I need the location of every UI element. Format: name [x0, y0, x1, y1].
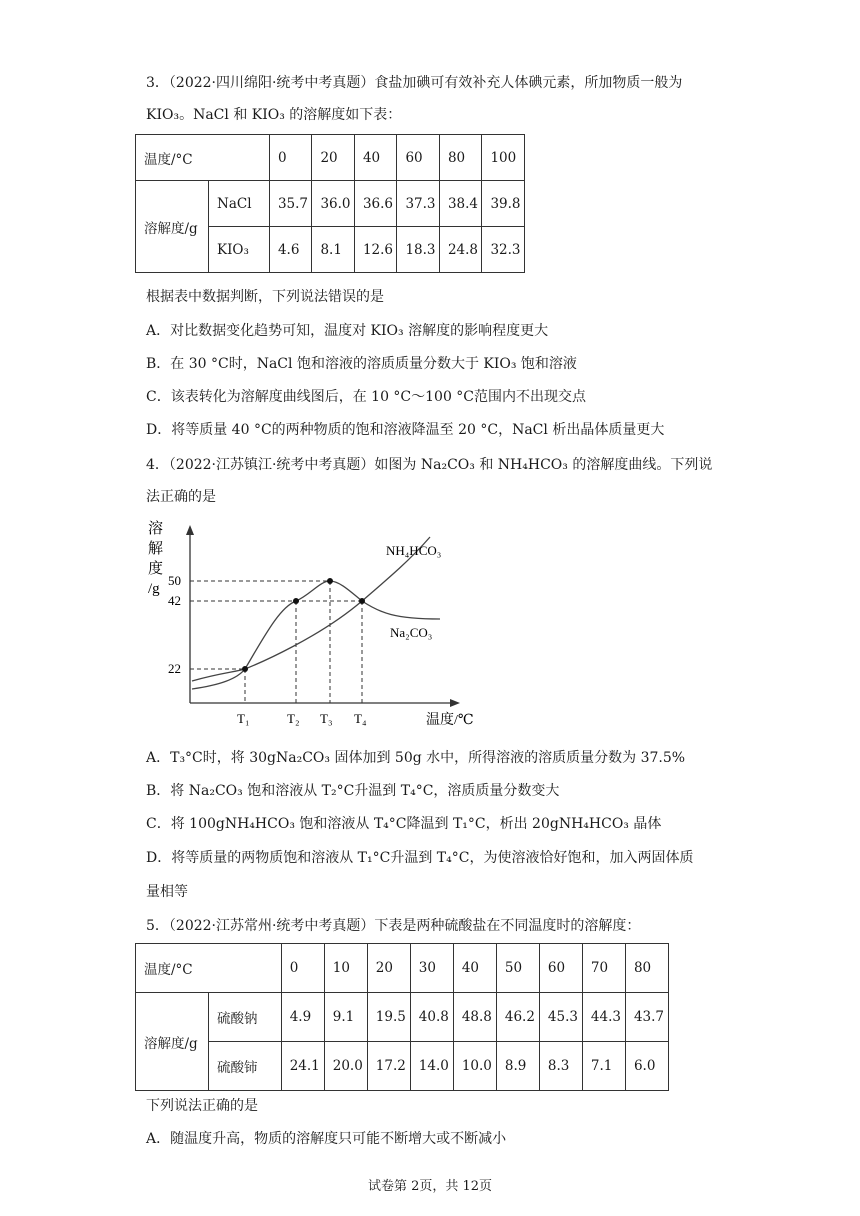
- table-cell: 20: [312, 135, 355, 181]
- point-t2: [293, 598, 299, 604]
- table-cell: 0: [269, 135, 312, 181]
- q5-line1: 5．（2022·江苏常州·统考中考真题）下表是两种硫酸盐在不同温度时的溶解度：: [146, 918, 641, 934]
- table-cell: 9.1: [324, 993, 367, 1042]
- q3-line1: 3．（2022·四川绵阳·统考中考真题）食盐加碘可有效补充人体碘元素，所加物质一般为: [146, 75, 683, 91]
- q5-option-a: A．随温度升高，物质的溶解度只可能不断增大或不断减小: [146, 1131, 507, 1147]
- table-cell: 70: [582, 944, 625, 993]
- table-cell: 10.0: [453, 1042, 496, 1091]
- table-row-name: 硫酸钠: [209, 993, 282, 1042]
- table-cell: 60: [397, 135, 440, 181]
- y-axis-arrow: [186, 525, 194, 535]
- page-footer: 试卷第 2页，共 12页: [367, 1179, 493, 1194]
- table-header-label: 温度/°C: [136, 135, 270, 181]
- table-cell: 12.6: [354, 227, 397, 273]
- table-cell: 14.0: [410, 1042, 453, 1091]
- table-cell: 100: [482, 135, 525, 181]
- q4-option-a: A．T₃°C时，将 30gNa₂CO₃ 固体加到 50g 水中，所得溶液的溶质质量分数为 37.5%: [146, 750, 686, 766]
- table-cell: 48.8: [453, 993, 496, 1042]
- table-cell: 8.9: [496, 1042, 539, 1091]
- table-row-name: 硫酸铈: [209, 1042, 282, 1091]
- x-tick-t3: T₃: [320, 711, 333, 726]
- table-cell: 40: [453, 944, 496, 993]
- q3-option-a: A．对比数据变化趋势可知，温度对 KIO₃ 溶解度的影响程度更大: [146, 323, 549, 339]
- table-cell: 40.8: [410, 993, 453, 1042]
- y-tick-22: 22: [168, 661, 181, 676]
- table-cell: 35.7: [269, 181, 312, 227]
- point-t4: [359, 598, 365, 604]
- table-cell: 36.0: [312, 181, 355, 227]
- x-tick-t1: T₁: [237, 711, 250, 726]
- q3-option-d: D．将等质量 40 °C的两种物质的饱和溶液降温至 20 °C，NaCl 析出晶体质量更大: [146, 422, 665, 438]
- x-tick-t2: T₂: [287, 711, 300, 726]
- table-cell: 0: [281, 944, 324, 993]
- table-header-label: 温度/°C: [136, 944, 282, 993]
- table-cell: 46.2: [496, 993, 539, 1042]
- table-cell: 30: [410, 944, 453, 993]
- nh4hco3-label: NH₄HCO₃: [386, 543, 442, 558]
- table-cell: 18.3: [397, 227, 440, 273]
- table-cell: 19.5: [367, 993, 410, 1042]
- table-cell: 20: [367, 944, 410, 993]
- q3-stem: 根据表中数据判断，下列说法错误的是: [146, 289, 384, 305]
- table-cell: 43.7: [625, 993, 668, 1042]
- table-cell: 17.2: [367, 1042, 410, 1091]
- y-tick-42: 42: [168, 593, 181, 608]
- table-cell: 8.1: [312, 227, 355, 273]
- y-axis-label-2: 解: [148, 541, 164, 557]
- table-cell: 4.6: [269, 227, 312, 273]
- table-cell: 6.0: [625, 1042, 668, 1091]
- q3-line2: KIO₃。NaCl 和 KIO₃ 的溶解度如下表：: [146, 107, 402, 123]
- q4-line2: 法正确的是: [146, 489, 216, 505]
- q4-line1: 4．（2022·江苏镇江·统考中考真题）如图为 Na₂CO₃ 和 NH₄HCO₃ 的溶解度曲线。下列说: [146, 457, 713, 473]
- table-cell: 45.3: [539, 993, 582, 1042]
- nh4hco3-curve: [192, 537, 433, 681]
- table-cell: 20.0: [324, 1042, 367, 1091]
- point-t1: [242, 666, 248, 672]
- table-cell: 4.9: [281, 993, 324, 1042]
- table-cell: 39.8: [482, 181, 525, 227]
- y-axis-label-4: /g: [148, 581, 160, 597]
- table-row-name: NaCl: [209, 181, 270, 227]
- table-cell: 8.3: [539, 1042, 582, 1091]
- q4-option-d: D．将等质量的两物质饱和溶液从 T₁°C升温到 T₄°C，为使溶液恰好饱和，加入两固体质: [146, 850, 694, 866]
- q5-stem: 下列说法正确的是: [146, 1098, 258, 1114]
- y-tick-50: 50: [168, 573, 181, 588]
- x-tick-t4: T₄: [354, 711, 367, 726]
- table-cell: 44.3: [582, 993, 625, 1042]
- table-row-group: 溶解度/g: [136, 181, 209, 273]
- table-cell: 38.4: [439, 181, 482, 227]
- q4-option-c: C．将 100gNH₄HCO₃ 饱和溶液从 T₄°C降温到 T₁°C，析出 20gNH₄HCO₃ 晶体: [146, 816, 662, 832]
- y-axis-label-1: 溶: [148, 521, 164, 537]
- table-row-name: KIO₃: [209, 227, 270, 273]
- na2co3-label: Na₂CO₃: [390, 625, 433, 640]
- table-cell: 80: [625, 944, 668, 993]
- q5-solubility-table: [135, 943, 669, 1091]
- table-cell: 32.3: [482, 227, 525, 273]
- x-axis-label: 温度/℃: [426, 713, 474, 728]
- table-cell: 10: [324, 944, 367, 993]
- table-cell: 24.8: [439, 227, 482, 273]
- q3-solubility-table: [135, 134, 525, 273]
- table-cell: 60: [539, 944, 582, 993]
- table-row-group: 溶解度/g: [136, 993, 209, 1091]
- table-cell: 24.1: [281, 1042, 324, 1091]
- point-t3: [327, 578, 333, 584]
- q4-option-b: B．将 Na₂CO₃ 饱和溶液从 T₂°C升温到 T₄°C，溶质质量分数变大: [146, 783, 560, 799]
- q3-option-b: B．在 30 °C时，NaCl 饱和溶液的溶质质量分数大于 KIO₃ 饱和溶液: [146, 356, 577, 372]
- table-cell: 37.3: [397, 181, 440, 227]
- solubility-curve-graph: [140, 515, 500, 730]
- table-cell: 40: [354, 135, 397, 181]
- y-axis-label-3: 度: [148, 561, 164, 577]
- table-cell: 7.1: [582, 1042, 625, 1091]
- table-cell: 80: [439, 135, 482, 181]
- table-cell: 50: [496, 944, 539, 993]
- x-axis-arrow: [450, 699, 460, 707]
- table-cell: 36.6: [354, 181, 397, 227]
- q4-option-d-cont: 量相等: [146, 884, 188, 900]
- q3-option-c: C．该表转化为溶解度曲线图后，在 10 °C～100 °C范围内不出现交点: [146, 389, 587, 405]
